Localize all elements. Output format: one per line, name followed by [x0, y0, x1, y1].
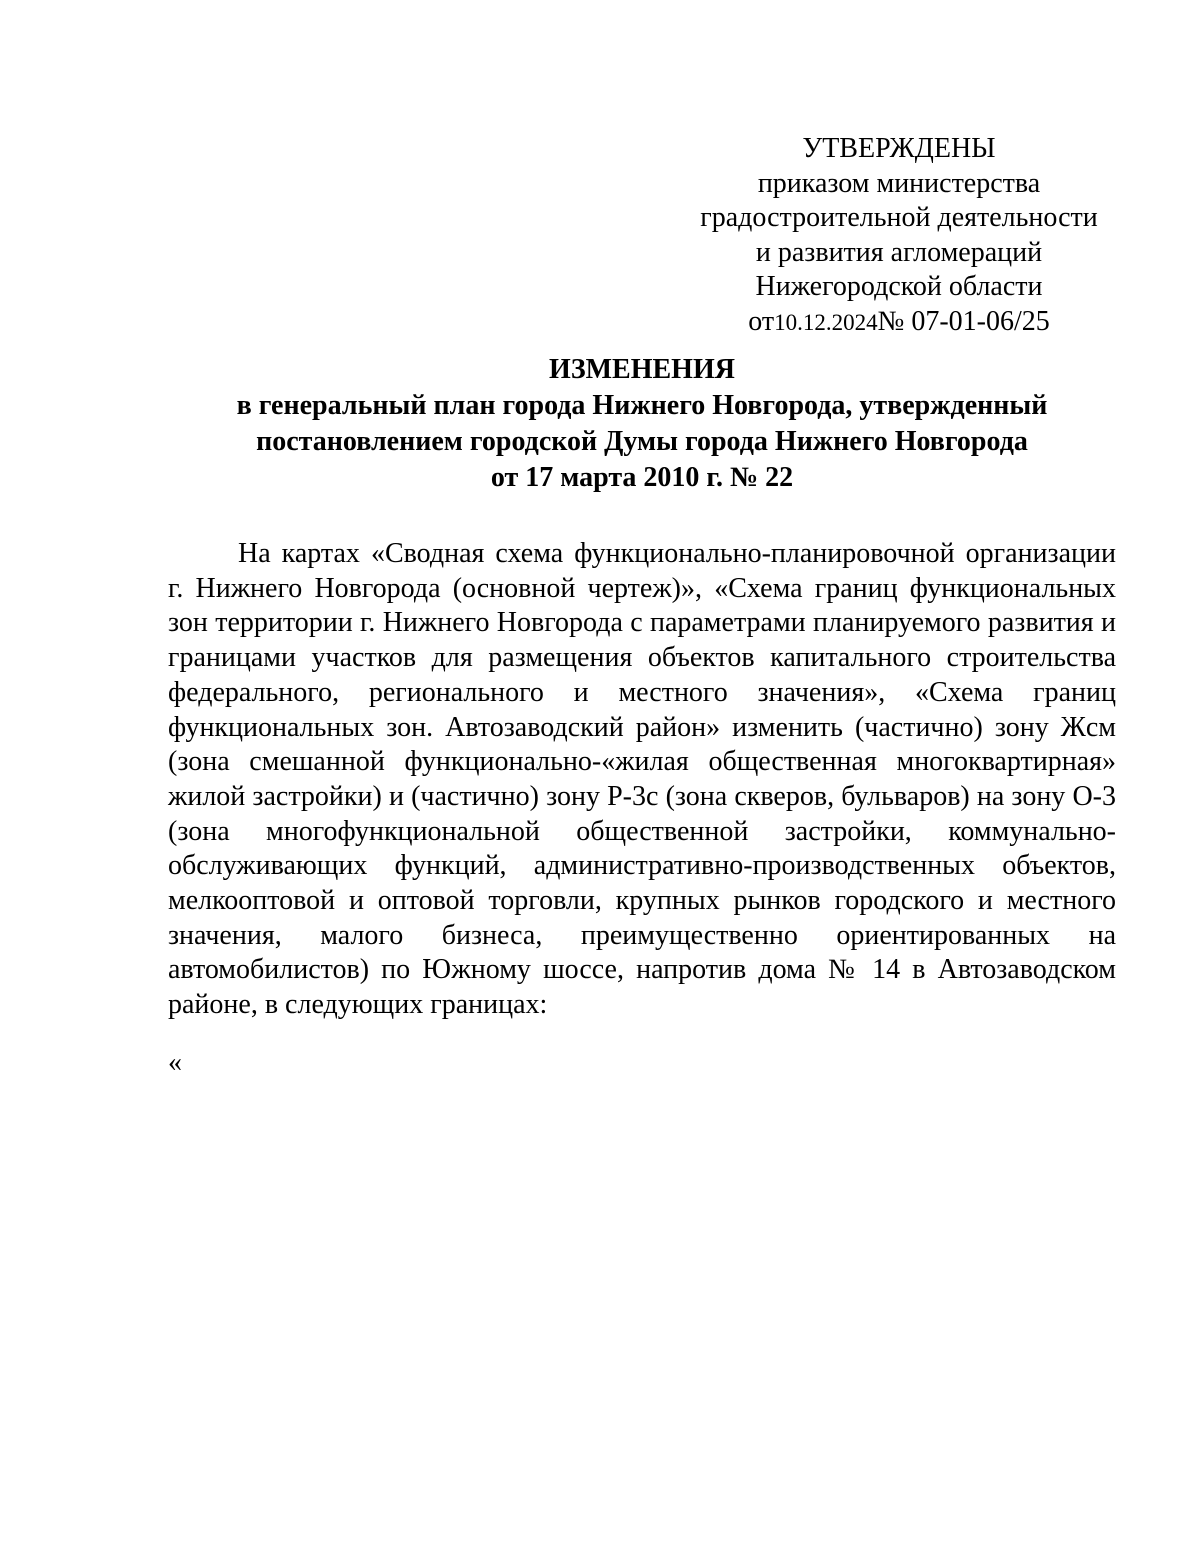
approval-date-prefix: от [748, 305, 775, 337]
heading-title: ИЗМЕНЕНИЯ [549, 354, 735, 385]
heading-line-3: от 17 марта 2010 г. № 22 [490, 462, 794, 493]
heading-line-2: постановлением городской Думы города Нижнего Новгорода [256, 426, 1028, 457]
approval-date-line [690, 305, 1108, 341]
approval-line-2: градостроительной деятельности [700, 202, 1098, 233]
approval-number: № 07-01-06/25 [877, 305, 1050, 337]
approval-date: 10.12.2024 [774, 309, 878, 335]
approval-block [690, 132, 1108, 340]
approval-line-4: Нижегородской области [755, 271, 1043, 302]
body-paragraph: На картах «Сводная схема функционально-планировочной организации г. Нижнего Новгорода (основной чертеж)», «Схема границ функциональных зон территории г. Нижнего Новгорода с параметрами планируемого развития и границами участков для размещения объектов капитального строительства федерального, регионального и местного значения», «Схема границ функциональных зон. Автозаводский район» изменить (частично) зону Жсм (зона смешанной функционально-«жилая общественная многоквартирная» жилой застройки) и (частично) зону Р-3с (зона скверов, бульваров) на зону О-3 (зона многофункциональной общественной застройки, коммунально-обслуживающих функций, административно-производственных объектов, мелкооптовой и оптовой торговли, крупных рынков городского и местного значения, малого бизнеса, преимущественно ориентированных на автомобилистов) по Южному шоссе, напротив дома № 14 в Автозаводском районе, в следующих границах: [168, 538, 1116, 1021]
quote-open-mark: « [168, 1047, 182, 1078]
heading-line-1: в генеральный план города Нижнего Новгорода, утвержденный [236, 390, 1048, 421]
document-heading [140, 352, 1144, 496]
approval-title: УТВЕРЖДЕНЫ [802, 133, 996, 164]
approval-line-1: приказом министерства [757, 167, 1041, 199]
approval-line-3: и развития агломераций [755, 236, 1043, 268]
